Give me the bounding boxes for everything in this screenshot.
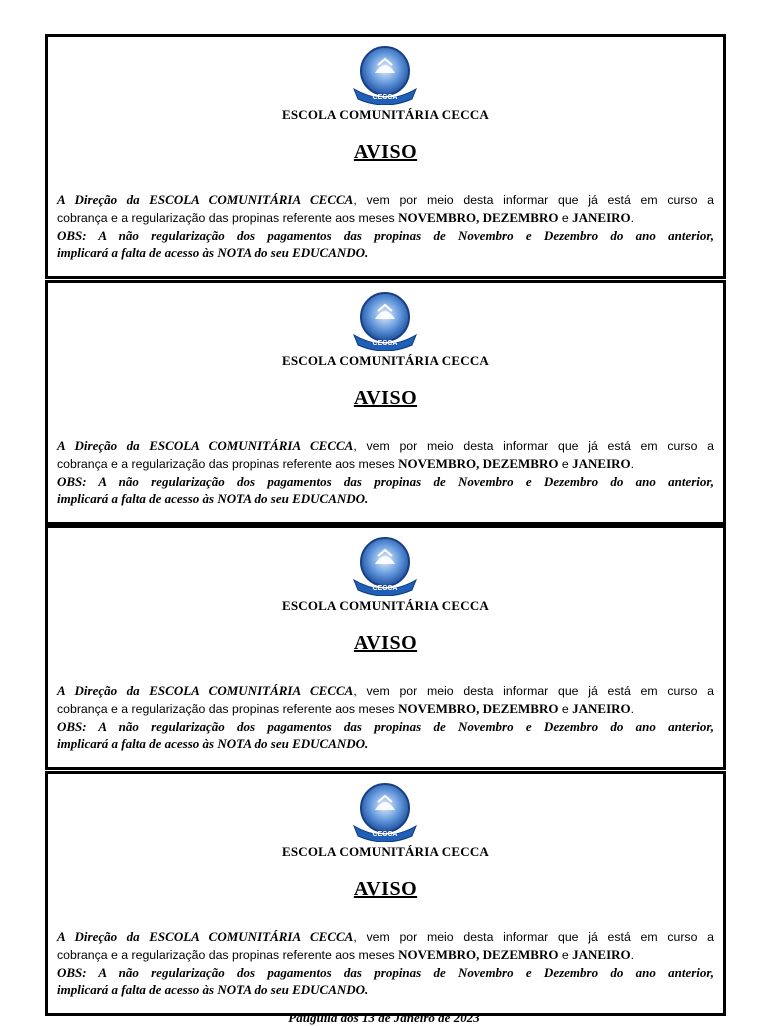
obs-line-2: implicará a falta de acesso às NOTA do seu EDUCANDO. — [57, 736, 369, 751]
svg-text:CECCA: CECCA — [372, 585, 398, 592]
notice-title: AVISO — [353, 632, 418, 654]
svg-text:CECCA: CECCA — [372, 340, 398, 347]
notice-card-3 — [45, 525, 726, 770]
notice-title: AVISO — [353, 878, 418, 900]
obs-line-1: OBS: A não regularização dos pagamentos das propinas de Novembro e Dezembro do ano anterior, — [57, 228, 714, 243]
school-name: ESCOLA COMUNITÁRIA CECCA — [281, 353, 490, 368]
body-line-1: A Direção da ESCOLA COMUNITÁRIA CECCA, vem por meio desta informar que já está em curso a — [57, 929, 714, 944]
body-line-2: cobrança e a regularização das propinas referente aos meses NOVEMBRO, DEZEMBRO e JANEIRO. — [57, 210, 635, 225]
obs-line-2: implicará a falta de acesso às NOTA do seu EDUCANDO. — [57, 982, 369, 997]
svg-text:CECCA: CECCA — [372, 94, 398, 101]
school-logo — [348, 782, 422, 842]
school-logo — [348, 536, 422, 596]
svg-text:CECCA: CECCA — [372, 831, 398, 838]
school-logo — [348, 45, 422, 105]
school-name: ESCOLA COMUNITÁRIA CECCA — [281, 107, 490, 122]
obs-line-1: OBS: A não regularização dos pagamentos das propinas de Novembro e Dezembro do ano anterior, — [57, 474, 714, 489]
obs-line-2: implicará a falta de acesso às NOTA do seu EDUCANDO. — [57, 245, 369, 260]
body-line-2: cobrança e a regularização das propinas referente aos meses NOVEMBRO, DEZEMBRO e JANEIRO. — [57, 456, 635, 471]
obs-line-2: implicará a falta de acesso às NOTA do seu EDUCANDO. — [57, 491, 369, 506]
notice-body — [57, 682, 714, 752]
body-line-2: cobrança e a regularização das propinas referente aos meses NOVEMBRO, DEZEMBRO e JANEIRO. — [57, 947, 635, 962]
obs-line-1: OBS: A não regularização dos pagamentos das propinas de Novembro e Dezembro do ano anterior, — [57, 965, 714, 980]
body-line-1: A Direção da ESCOLA COMUNITÁRIA CECCA, vem por meio desta informar que já está em curso a — [57, 192, 714, 207]
notice-body — [57, 191, 714, 261]
notice-title: AVISO — [353, 387, 418, 409]
notice-body — [57, 928, 714, 998]
notice-card-2 — [45, 280, 726, 525]
notice-card-1 — [45, 34, 726, 279]
notice-title: AVISO — [353, 141, 418, 163]
footer-date: Pauguila aos 13 de Janeiro de 2023 — [288, 1010, 480, 1025]
body-line-1: A Direção da ESCOLA COMUNITÁRIA CECCA, vem por meio desta informar que já está em curso a — [57, 438, 714, 453]
notice-body — [57, 437, 714, 507]
body-line-1: A Direção da ESCOLA COMUNITÁRIA CECCA, vem por meio desta informar que já está em curso a — [57, 683, 714, 698]
school-logo — [348, 291, 422, 351]
school-name: ESCOLA COMUNITÁRIA CECCA — [281, 844, 490, 859]
obs-line-1: OBS: A não regularização dos pagamentos das propinas de Novembro e Dezembro do ano anterior, — [57, 719, 714, 734]
body-line-2: cobrança e a regularização das propinas referente aos meses NOVEMBRO, DEZEMBRO e JANEIRO. — [57, 701, 635, 716]
school-name: ESCOLA COMUNITÁRIA CECCA — [281, 598, 490, 613]
notice-card-4 — [45, 771, 726, 1016]
